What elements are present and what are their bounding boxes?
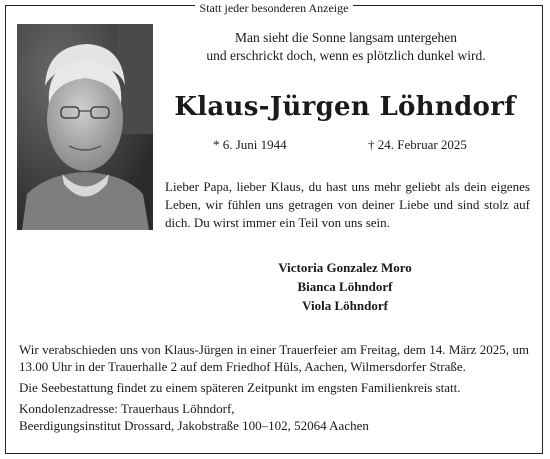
family-message: Lieber Papa, lieber Klaus, du hast uns mehr geliebt als dein eigenes Leben, wir fühlen uns getragen von deiner Liebe und sind stolz auf dich. Du wirst immer ein Teil von uns sein. (165, 179, 530, 230)
condolence-address: Kondolenzadresse: Trauerhaus Löhndorf, (19, 401, 235, 416)
signer-name: Viola Löhndorf (302, 298, 388, 313)
motto-line: Man sieht die Sonne langsam untergehen (234, 30, 458, 45)
header (6, 0, 542, 16)
death-date: † 24. Februar 2025 (368, 137, 467, 152)
ceremony-paragraph: Wir verabschieden uns von Klaus-Jürgen in einer Trauerfeier am Freitag, dem 14. März 2025, um 13.00 Uhr in der Trauerhalle 2 auf dem Friedhof Hüls, Aachen, Wilmersdorfer Straße. (19, 342, 529, 374)
signer-name: Bianca Löhndorf (297, 279, 393, 294)
deceased-name: Klaus-Jürgen Löhndorf (174, 92, 516, 122)
motto-line: und erschrickt doch, wenn es plötzlich dunkel wird. (206, 48, 486, 63)
signers (165, 258, 525, 315)
motto (170, 29, 522, 65)
burial-paragraph: Die Seebestattung findet zu einem späteren Zeitpunkt im engsten Familienkreis statt. (19, 380, 461, 395)
funeral-home-address: Beerdigungsinstitut Drossard, Jakobstraße 100–102, 52064 Aachen (19, 418, 369, 433)
birth-date: * 6. Juni 1944 (213, 137, 287, 152)
header-label: Statt jeder besonderen Anzeige (195, 1, 354, 15)
portrait-photo (17, 24, 153, 230)
funeral-info (19, 341, 529, 434)
signer-name: Victoria Gonzalez Moro (278, 260, 412, 275)
